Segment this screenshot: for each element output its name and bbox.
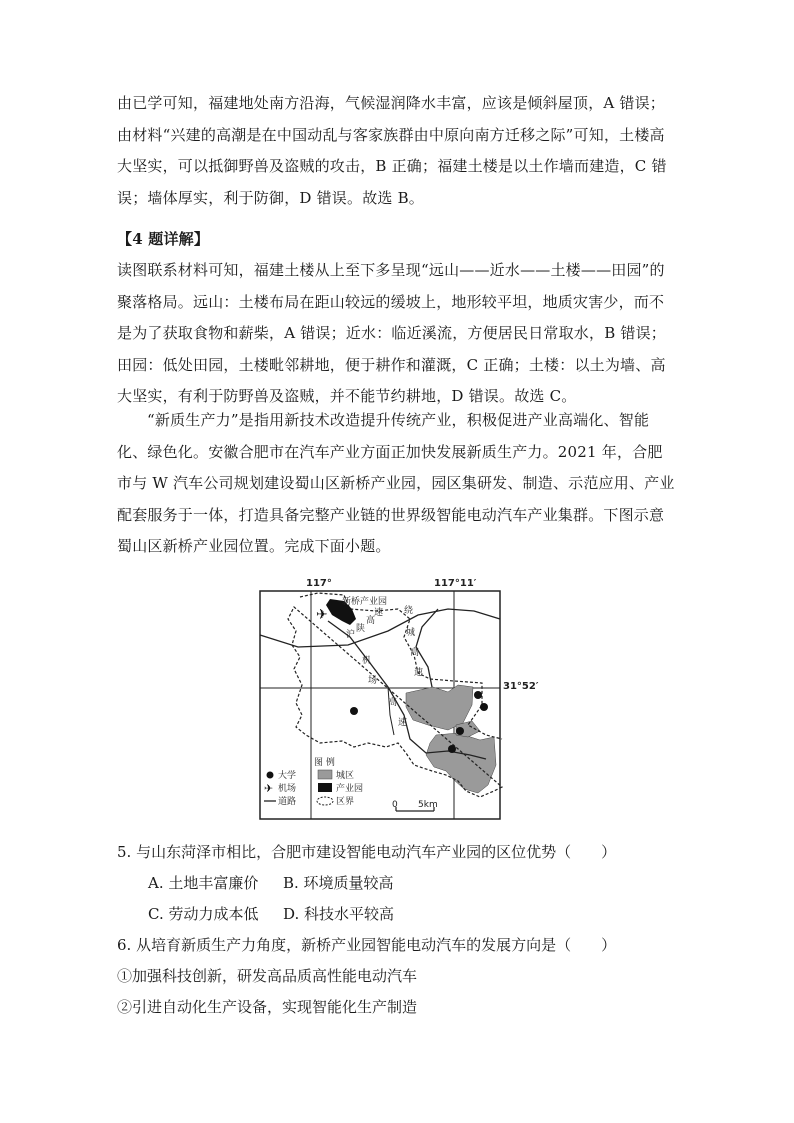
- road-label-gao1: 高: [366, 616, 376, 626]
- road-label-hu: 沪: [346, 630, 356, 640]
- q3-explanation: 由已学可知，福建地处南方沿海，气候湿润降水丰富，应该是倾斜屋顶，A 错误；由材料“兴建的高潮是在中国动乱与客家族群由中原向南方迁移之际”可知，土楼高大坚实，可以抵御野兽及盗贼的攻击，B 正确；福建土楼是以土作墙而建造，C 错误；墙体厚实，利于防御，D 错误。故选 B。: [117, 94, 667, 207]
- lon-label-117: 117°: [306, 578, 332, 589]
- road-label-chang: 场: [368, 676, 378, 686]
- q4-heading: 【4 题详解】: [117, 230, 210, 248]
- question-5-option-d: D. 科技水平较高: [283, 905, 395, 923]
- question-5-option-c: C. 劳动力成本低: [148, 905, 259, 923]
- legend-title: 图 例: [314, 758, 335, 768]
- legend-park-label: 产业园: [336, 784, 364, 794]
- university-marker: [474, 691, 482, 699]
- university-marker: [448, 745, 456, 753]
- road-label-gao2: 高: [410, 648, 420, 658]
- question-5-option-b: B. 环境质量较高: [283, 874, 394, 892]
- legend-airport-icon: ✈: [264, 782, 274, 795]
- university-marker: [350, 707, 358, 715]
- question-5-option-a: A. 土地丰富廉价: [148, 874, 259, 892]
- scale-label: 5km: [418, 800, 438, 810]
- road-label-gao3: 高: [388, 698, 398, 708]
- road-minor: [388, 687, 394, 735]
- xinqiao-park-location-map: [258, 575, 539, 821]
- legend-university-icon: [267, 772, 274, 779]
- lon-label-117-11: 117°11′: [434, 578, 477, 589]
- question-6-stem: 6. 从培育新质生产力角度，新桥产业园智能电动汽车的发展方向是（ ）: [117, 936, 617, 954]
- road-label-su3: 速: [398, 718, 408, 728]
- legend-university-label: 大学: [278, 771, 297, 781]
- legend-airport-label: 机场: [278, 784, 297, 794]
- road-label-ji: 机: [362, 656, 372, 666]
- road-label-rao: 绕: [404, 606, 414, 616]
- map-svg: [258, 575, 504, 821]
- university-marker: [456, 727, 464, 735]
- legend-boundary-label: 区界: [336, 797, 355, 807]
- legend-city-swatch: [318, 770, 332, 779]
- lat-label-31-52: 31°52′: [503, 681, 539, 692]
- road-label-cheng: 城: [406, 628, 416, 638]
- material-paragraph: “新质生产力”是指用新技术改造提升传统产业，积极促进产业高端化、智能化、绿色化。安徽合肥市在汽车产业方面正加快发展新质生产力。2021 年，合肥市与 W 汽车公司规划建设蜀山区新桥产业园，园区集研发、制造、示范应用、产业配套服务于一体，打造具备完整产业链的世界级智能电动汽车产业集群。下图示意蜀山区新桥产业园位置。完成下面小题。: [117, 411, 675, 555]
- airport-icon: ✈: [316, 607, 328, 623]
- road-label-su1: 速: [374, 608, 384, 618]
- q4-explanation: 读图联系材料可知，福建土楼从上至下多呈现“远山——近水——土楼——田园”的聚落格局。远山：土楼布局在距山较远的缓坡上，地形较平坦，地质灾害少，而不是为了获取食物和薪柴，A 错误；近水：临近溪流，方便居民日常取水，B 错误；田园：低处田园，土楼毗邻耕地，便于耕作和灌溉，C 正确；土楼：以土为墙、高大坚实，有利于防野兽及盗贼，并不能节约耕地，D 错误。故选 C。: [117, 261, 666, 405]
- legend-park-swatch: [318, 783, 332, 792]
- legend-boundary-swatch: [317, 797, 333, 805]
- legend-road-label: 道路: [278, 797, 297, 807]
- park-label: 新桥产业园: [342, 597, 388, 607]
- question-6-item-1: ①加强科技创新，研发高品质高性能电动汽车: [117, 967, 418, 985]
- legend-city-label: 城区: [336, 771, 355, 781]
- scale-zero: 0: [392, 800, 398, 810]
- question-5-stem: 5. 与山东菏泽市相比，合肥市建设智能电动汽车产业园的区位优势（ ）: [117, 843, 617, 861]
- question-6-item-2: ②引进自动化生产设备，实现智能化生产制造: [117, 998, 418, 1016]
- road-label-shan: 陕: [356, 624, 366, 634]
- university-marker: [480, 703, 488, 711]
- road-label-su2: 速: [414, 668, 424, 678]
